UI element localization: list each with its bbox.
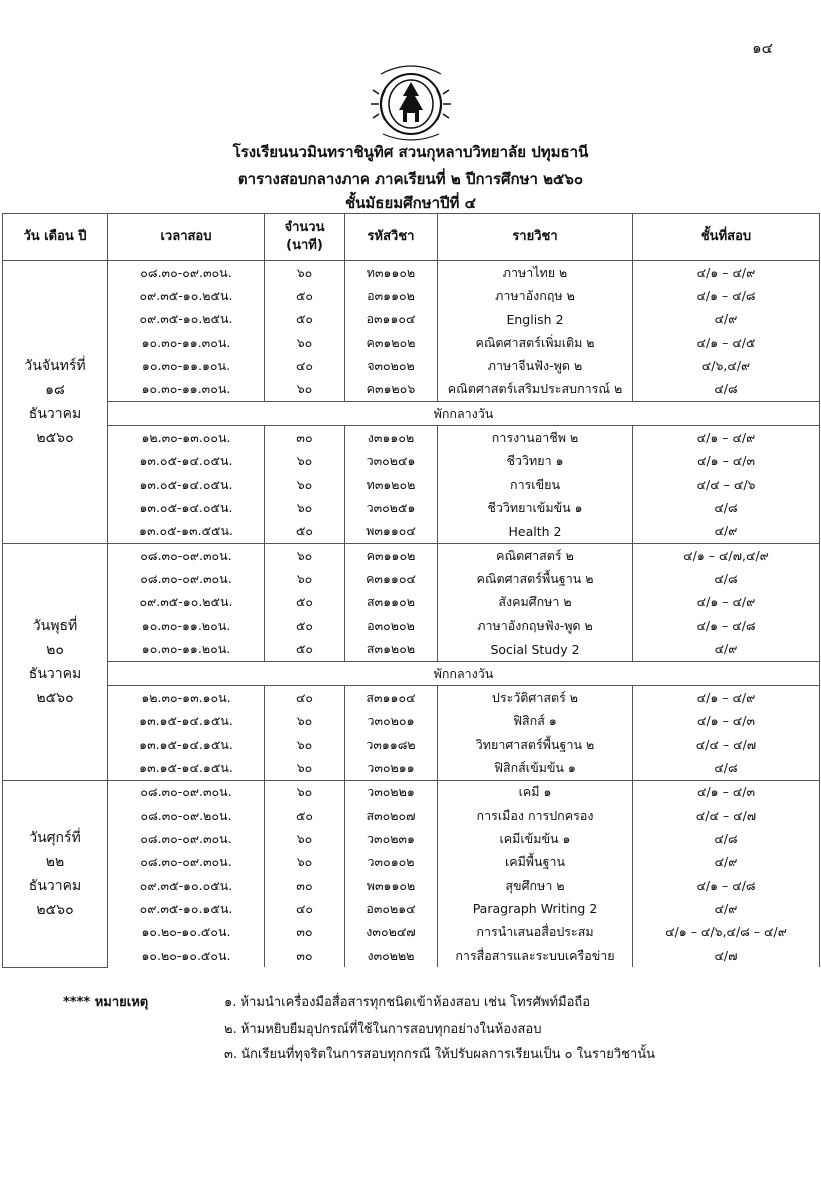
classes-cell: ๔/๙: [633, 897, 820, 920]
time-cell: ๑๓.๐๕-๑๔.๐๕น.: [108, 473, 265, 496]
minutes-cell: ๕๐: [265, 614, 345, 637]
time-cell: ๑๐.๒๐-๑๐.๕๐น.: [108, 944, 265, 967]
schedule-body: [3, 261, 820, 968]
table-row: [3, 874, 820, 897]
code-cell: ค๓๑๑๐๔: [345, 567, 438, 590]
table-row: [3, 686, 820, 710]
time-cell: ๐๙.๓๕-๑๐.๑๕น.: [108, 897, 265, 920]
code-cell: ว๓๐๒๔๑: [345, 450, 438, 473]
time-cell: ๐๙.๓๕-๑๐.๒๕น.: [108, 591, 265, 614]
classes-cell: ๔/๙: [633, 851, 820, 874]
minutes-cell: ๖๐: [265, 473, 345, 496]
classes-cell: ๔/๘: [633, 827, 820, 850]
minutes-cell: ๕๐: [265, 520, 345, 544]
classes-cell: ๔/๖,๔/๙: [633, 354, 820, 377]
col-header-minutes-line2: (นาที): [286, 238, 323, 253]
time-cell: ๑๐.๓๐-๑๑.๒๐น.: [108, 614, 265, 637]
subject-cell: ภาษาอังกฤษฟัง-พูด ๒: [438, 614, 633, 637]
table-row: [3, 261, 820, 285]
subject-cell: เคมี ๑: [438, 780, 633, 804]
school-name: โรงเรียนนวมินทราชินูทิศ สวนกุหลาบวิทยาลัย ปทุมธานี: [232, 143, 589, 161]
table-row: [3, 331, 820, 354]
subject-cell: ฟิสิกส์เข้มข้น ๑: [438, 756, 633, 780]
page-number: ๑๔: [752, 39, 773, 57]
col-header-subject: รายวิชา: [438, 214, 633, 261]
code-cell: จ๓๐๒๐๒: [345, 354, 438, 377]
time-cell: ๐๙.๓๕-๑๐.๒๕น.: [108, 284, 265, 307]
time-cell: ๑๐.๓๐-๑๑.๑๐น.: [108, 354, 265, 377]
subject-cell: คณิตศาสตร์เพิ่มเติม ๒: [438, 331, 633, 354]
table-row: [3, 944, 820, 967]
day-cell-line: วันจันทร์ที่: [24, 358, 86, 375]
classes-cell: ๔/๘: [633, 756, 820, 780]
table-row: [3, 426, 820, 450]
time-cell: ๑๓.๑๕-๑๔.๑๕น.: [108, 756, 265, 780]
minutes-cell: ๖๐: [265, 851, 345, 874]
subject-cell: การงานอาชีพ ๒: [438, 426, 633, 450]
subject-cell: ชีววิทยา ๑: [438, 450, 633, 473]
time-cell: ๑๓.๑๕-๑๔.๑๕น.: [108, 710, 265, 733]
classes-cell: ๔/๔ – ๔/๗: [633, 804, 820, 827]
subject-cell: ภาษาไทย ๒: [438, 261, 633, 285]
code-cell: อ๓๐๒๐๒: [345, 614, 438, 637]
lunch-break-label: พักกลางวัน: [108, 402, 820, 426]
table-row: [3, 567, 820, 590]
minutes-cell: ๕๐: [265, 591, 345, 614]
day-cell-line: ๑๘: [45, 382, 65, 399]
subject-cell: English 2: [438, 308, 633, 331]
code-cell: ว๓๐๒๓๑: [345, 827, 438, 850]
time-cell: ๐๘.๓๐-๐๙.๓๐น.: [108, 567, 265, 590]
table-row: [3, 614, 820, 637]
minutes-cell: ๖๐: [265, 827, 345, 850]
school-emblem-icon: [363, 60, 459, 142]
code-cell: ค๓๑๑๐๒: [345, 544, 438, 568]
day-cell-line: ธันวาคม: [28, 877, 82, 894]
exam-title: ตารางสอบกลางภาค ภาคเรียนที่ ๒ ปีการศึกษา ๒๕๖๐: [237, 170, 584, 188]
subject-cell: Social Study 2: [438, 638, 633, 662]
lunch-break-label: พักกลางวัน: [108, 661, 820, 685]
table-row: [3, 851, 820, 874]
minutes-cell: ๔๐: [265, 897, 345, 920]
minutes-cell: ๕๐: [265, 284, 345, 307]
code-cell: ค๓๑๒๐๒: [345, 331, 438, 354]
time-cell: ๐๙.๓๕-๑๐.๐๕น.: [108, 874, 265, 897]
classes-cell: ๔/๗: [633, 944, 820, 967]
table-row: [3, 450, 820, 473]
classes-cell: ๔/๑ – ๔/๘: [633, 614, 820, 637]
note-item-2: ๒. ห้ามหยิบยืมอุปกรณ์ที่ใช้ในการสอบทุกอย่างในห้องสอบ: [224, 1022, 542, 1037]
table-row: [3, 780, 820, 804]
time-cell: ๑๐.๓๐-๑๑.๒๐น.: [108, 638, 265, 662]
minutes-cell: ๖๐: [265, 378, 345, 402]
minutes-cell: ๔๐: [265, 686, 345, 710]
classes-cell: ๔/๙: [633, 520, 820, 544]
minutes-cell: ๖๐: [265, 450, 345, 473]
day-cell-line: ๒๕๖๐: [36, 689, 74, 706]
code-cell: ส๓๑๑๐๒: [345, 591, 438, 614]
classes-cell: ๔/๙: [633, 638, 820, 662]
col-header-classes: ชั้นที่สอบ: [633, 214, 820, 261]
table-row: [3, 354, 820, 377]
code-cell: ง๓๑๑๐๒: [345, 426, 438, 450]
time-cell: ๐๘.๓๐-๐๙.๓๐น.: [108, 827, 265, 850]
code-cell: ท๓๑๒๐๒: [345, 473, 438, 496]
classes-cell: ๔/๑ – ๔/๕: [633, 331, 820, 354]
grade-level: ชั้นมัธยมศึกษาปีที่ ๔: [344, 194, 477, 212]
table-row: [3, 544, 820, 568]
minutes-cell: ๓๐: [265, 426, 345, 450]
code-cell: ว๓๐๑๐๒: [345, 851, 438, 874]
subject-cell: การเมือง การปกครอง: [438, 804, 633, 827]
minutes-cell: ๕๐: [265, 804, 345, 827]
day-cell-line: ๒๕๖๐: [36, 430, 74, 447]
day-cell-line: ธันวาคม: [28, 406, 82, 423]
minutes-cell: ๓๐: [265, 921, 345, 944]
minutes-cell: ๖๐: [265, 544, 345, 568]
minutes-cell: ๖๐: [265, 780, 345, 804]
table-row: [3, 710, 820, 733]
classes-cell: ๔/๔ – ๔/๗: [633, 733, 820, 756]
subject-cell: เคมีพื้นฐาน: [438, 851, 633, 874]
time-cell: ๐๘.๓๐-๐๙.๓๐น.: [108, 261, 265, 285]
classes-cell: ๔/๑ – ๔/๖,๔/๘ – ๔/๙: [633, 921, 820, 944]
classes-cell: ๔/๑ – ๔/๘: [633, 874, 820, 897]
lunch-break-row: [3, 661, 820, 685]
minutes-cell: ๖๐: [265, 496, 345, 519]
time-cell: ๑๐.๓๐-๑๑.๓๐น.: [108, 378, 265, 402]
day-cell-line: ๒๒: [45, 853, 65, 870]
time-cell: ๑๓.๑๕-๑๔.๑๕น.: [108, 733, 265, 756]
subject-cell: ประวัติศาสตร์ ๒: [438, 686, 633, 710]
subject-cell: สุขศึกษา ๒: [438, 874, 633, 897]
time-cell: ๑๓.๐๕-๑๓.๕๕น.: [108, 520, 265, 544]
classes-cell: ๔/๘: [633, 567, 820, 590]
exam-schedule-table: [2, 213, 820, 968]
subject-cell: Paragraph Writing 2: [438, 897, 633, 920]
classes-cell: ๔/๑ – ๔/๓: [633, 710, 820, 733]
time-cell: ๑๐.๓๐-๑๑.๓๐น.: [108, 331, 265, 354]
code-cell: ท๓๑๑๐๒: [345, 261, 438, 285]
table-row: [3, 921, 820, 944]
code-cell: ง๓๐๒๒๒: [345, 944, 438, 967]
note-item-3: ๓. นักเรียนที่ทุจริตในการสอบทุกกรณี ให้ปรับผลการเรียนเป็น ๐ ในรายวิชานั้น: [224, 1047, 656, 1062]
minutes-cell: ๖๐: [265, 756, 345, 780]
time-cell: ๑๓.๐๕-๑๔.๐๕น.: [108, 450, 265, 473]
code-cell: อ๓๑๑๐๔: [345, 308, 438, 331]
code-cell: ส๓๑๒๐๒: [345, 638, 438, 662]
time-cell: ๐๘.๓๐-๐๙.๓๐น.: [108, 780, 265, 804]
classes-cell: ๔/๔ – ๔/๖: [633, 473, 820, 496]
table-row: [3, 496, 820, 519]
table-row: [3, 733, 820, 756]
minutes-cell: ๕๐: [265, 308, 345, 331]
classes-cell: ๔/๑ – ๔/๙: [633, 261, 820, 285]
minutes-cell: ๖๐: [265, 331, 345, 354]
table-row: [3, 378, 820, 402]
time-cell: ๐๙.๓๕-๑๐.๒๕น.: [108, 308, 265, 331]
time-cell: ๑๒.๓๐-๑๓.๐๐น.: [108, 426, 265, 450]
col-header-date: วัน เดือน ปี: [3, 214, 108, 261]
code-cell: ว๓๐๒๐๑: [345, 710, 438, 733]
col-header-time: เวลาสอบ: [108, 214, 265, 261]
subject-cell: ฟิสิกส์ ๑: [438, 710, 633, 733]
day-cell-line: ๒๕๖๐: [36, 901, 74, 918]
code-cell: พ๓๑๑๐๔: [345, 520, 438, 544]
code-cell: ง๓๐๒๔๗: [345, 921, 438, 944]
classes-cell: ๔/๙: [633, 308, 820, 331]
day-cell-line: ๒๐: [46, 641, 64, 658]
minutes-cell: ๕๐: [265, 638, 345, 662]
classes-cell: ๔/๑ – ๔/๙: [633, 426, 820, 450]
table-row: [3, 308, 820, 331]
note-item-1: ๑. ห้ามนำเครื่องมือสื่อสารทุกชนิดเข้าห้องสอบ เช่น โทรศัพท์มือถือ: [224, 995, 591, 1010]
col-header-minutes-line1: จำนวน: [284, 220, 325, 235]
subject-cell: Health 2: [438, 520, 633, 544]
day-cell-line: ธันวาคม: [28, 665, 82, 682]
subject-cell: เคมีเข้มข้น ๑: [438, 827, 633, 850]
day-cell: [3, 544, 108, 780]
minutes-cell: ๖๐: [265, 261, 345, 285]
code-cell: ค๓๑๒๐๖: [345, 378, 438, 402]
table-row: [3, 591, 820, 614]
code-cell: ว๓๐๒๒๑: [345, 780, 438, 804]
table-row: [3, 827, 820, 850]
classes-cell: ๔/๑ – ๔/๗,๔/๙: [633, 544, 820, 568]
subject-cell: คณิตศาสตร์เสริมประสบการณ์ ๒: [438, 378, 633, 402]
minutes-cell: ๓๐: [265, 874, 345, 897]
time-cell: ๐๘.๓๐-๐๙.๒๐น.: [108, 804, 265, 827]
code-cell: ส๓๑๑๐๔: [345, 686, 438, 710]
subject-cell: การนำเสนอสื่อประสม: [438, 921, 633, 944]
classes-cell: ๔/๑ – ๔/๙: [633, 686, 820, 710]
minutes-cell: ๓๐: [265, 944, 345, 967]
classes-cell: ๔/๘: [633, 496, 820, 519]
day-cell: [3, 780, 108, 967]
code-cell: ว๓๑๑๘๒: [345, 733, 438, 756]
subject-cell: คณิตศาสตร์ ๒: [438, 544, 633, 568]
time-cell: ๐๘.๓๐-๐๙.๓๐น.: [108, 544, 265, 568]
table-header-row: [3, 214, 820, 261]
code-cell: พ๓๑๑๐๒: [345, 874, 438, 897]
col-header-code: รหัสวิชา: [345, 214, 438, 261]
classes-cell: ๔/๑ – ๔/๙: [633, 591, 820, 614]
table-row: [3, 638, 820, 662]
code-cell: อ๓๑๑๐๒: [345, 284, 438, 307]
subject-cell: ชีววิทยาเข้มข้น ๑: [438, 496, 633, 519]
day-cell-line: วันศุกร์ที่: [29, 829, 81, 846]
table-row: [3, 284, 820, 307]
minutes-cell: ๖๐: [265, 710, 345, 733]
table-row: [3, 473, 820, 496]
classes-cell: ๔/๘: [633, 378, 820, 402]
subject-cell: ภาษาอังกฤษ ๒: [438, 284, 633, 307]
minutes-cell: ๖๐: [265, 733, 345, 756]
table-row: [3, 897, 820, 920]
time-cell: ๐๘.๓๐-๐๙.๓๐น.: [108, 851, 265, 874]
time-cell: ๑๓.๐๕-๑๔.๐๕น.: [108, 496, 265, 519]
minutes-cell: ๔๐: [265, 354, 345, 377]
code-cell: อ๓๐๒๑๔: [345, 897, 438, 920]
subject-cell: วิทยาศาสตร์พื้นฐาน ๒: [438, 733, 633, 756]
subject-cell: คณิตศาสตร์พื้นฐาน ๒: [438, 567, 633, 590]
classes-cell: ๔/๑ – ๔/๓: [633, 780, 820, 804]
col-header-minutes: [265, 214, 345, 261]
subject-cell: การเขียน: [438, 473, 633, 496]
day-cell-line: วันพุธที่: [32, 617, 78, 634]
minutes-cell: ๖๐: [265, 567, 345, 590]
subject-cell: การสื่อสารและระบบเครือข่าย: [438, 944, 633, 967]
notes-label: **** หมายเหตุ: [63, 995, 149, 1010]
subject-cell: ภาษาจีนฟัง-พูด ๒: [438, 354, 633, 377]
table-row: [3, 756, 820, 780]
subject-cell: สังคมศึกษา ๒: [438, 591, 633, 614]
lunch-break-row: [3, 402, 820, 426]
code-cell: ส๓๐๒๐๗: [345, 804, 438, 827]
table-row: [3, 520, 820, 544]
classes-cell: ๔/๑ – ๔/๓: [633, 450, 820, 473]
code-cell: ว๓๐๒๕๑: [345, 496, 438, 519]
table-row: [3, 804, 820, 827]
day-cell: [3, 261, 108, 544]
classes-cell: ๔/๑ – ๔/๘: [633, 284, 820, 307]
code-cell: ว๓๐๒๑๑: [345, 756, 438, 780]
time-cell: ๑๐.๒๐-๑๐.๕๐น.: [108, 921, 265, 944]
time-cell: ๑๒.๓๐-๑๓.๑๐น.: [108, 686, 265, 710]
